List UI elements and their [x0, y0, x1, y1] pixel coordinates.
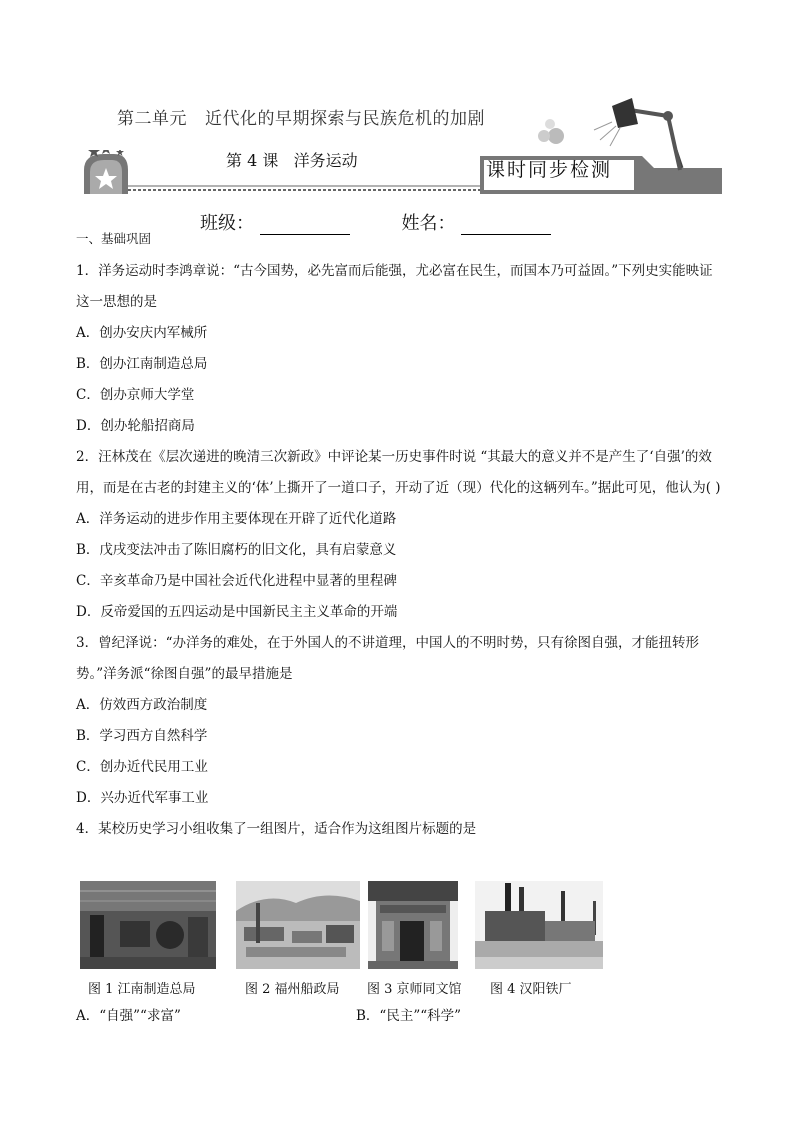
student-info-row — [200, 209, 551, 235]
lesson-title — [226, 148, 358, 171]
ironworks-photo-icon — [475, 881, 603, 969]
question-1-option-c[interactable]: C．创办京师大学堂 — [76, 387, 195, 403]
figure-1-caption: 图 1 江南制造总局 — [88, 982, 196, 997]
figure-2-caption: 图 2 福州船政局 — [245, 982, 340, 997]
star-emblem-icon — [84, 150, 128, 194]
name-label: 姓名： — [401, 213, 456, 234]
question-1-option-b[interactable]: B．创办江南制造总局 — [76, 356, 208, 372]
question-4-option-a[interactable]: A．“自强”“求富” — [76, 1008, 181, 1024]
question-1-option-d[interactable]: D．创办轮船招商局 — [76, 418, 195, 434]
figure-4-caption: 图 4 汉阳铁厂 — [490, 982, 572, 997]
shipyard-photo-icon — [236, 881, 360, 969]
question-2-option-b[interactable]: B．戊戌变法冲击了陈旧腐朽的旧文化，具有启蒙意义 — [76, 542, 397, 558]
question-4-stem: 4．某校历史学习小组收集了一组图片，适合作为这组图片标题的是 — [76, 821, 477, 837]
question-3-option-a[interactable]: A．仿效西方政治制度 — [76, 697, 208, 713]
question-2-option-d[interactable]: D．反帝爱国的五四运动是中国新民主主义革命的开端 — [76, 604, 398, 620]
figure-row — [80, 881, 720, 997]
sync-test-badge: 课时同步检测 — [486, 159, 613, 181]
question-3-stem: 3．曾纪泽说：“办洋务的难处，在于外国人的不讲道理，中国人的不明时势，只有徐图自强，才能扭转形势。”洋务派“徐图自强”的最早措施是 — [76, 635, 699, 682]
name-field[interactable] — [461, 216, 551, 235]
question-2-option-a[interactable]: A．洋务运动的进步作用主要体现在开辟了近代化道路 — [76, 511, 397, 527]
unit-title — [117, 104, 485, 129]
section-title: 一、基础巩固 — [76, 231, 152, 246]
question-list — [76, 256, 726, 845]
question-3-option-d[interactable]: D．兴办近代军事工业 — [76, 790, 209, 806]
factory-photo-icon — [80, 881, 216, 969]
unit-prefix: 第二单元 — [117, 109, 187, 129]
figure-3-caption: 图 3 京师同文馆 — [367, 982, 462, 997]
question-1-option-a[interactable]: A．创办安庆内军械所 — [76, 325, 208, 341]
question-4-option-b[interactable]: B．“民主”“科学” — [356, 1008, 462, 1024]
lesson-name: 洋务运动 — [293, 151, 358, 170]
question-2-option-c[interactable]: C．辛亥革命乃是中国社会近代化进程中显著的里程碑 — [76, 573, 397, 589]
unit-name: 近代化的早期探索与民族危机的加剧 — [205, 109, 485, 129]
question-2-stem: 2．汪林茂在《层次递进的晚清三次新政》中评论某一历史事件时说 “其最大的意义并不是产生了‘自强’的效用，而是在古老的封建主义的‘体’上撕开了一道口子，开动了近（现）代化的这辆列车。”据此可见，他认为( ) — [76, 449, 721, 496]
question-1-stem: 1．洋务运动时李鸿章说：“古今国势，必先富而后能强，尤必富在民生，而国本乃可益固。”下列史实能映证这一思想的是 — [76, 263, 713, 310]
class-label: 班级： — [200, 213, 254, 234]
question-3-option-c[interactable]: C．创办近代民用工业 — [76, 759, 208, 775]
lesson-number: 第 4 课 — [226, 151, 279, 170]
gate-photo-icon — [368, 881, 458, 969]
question-3-option-b[interactable]: B．学习西方自然科学 — [76, 728, 208, 744]
class-field[interactable] — [260, 216, 350, 235]
